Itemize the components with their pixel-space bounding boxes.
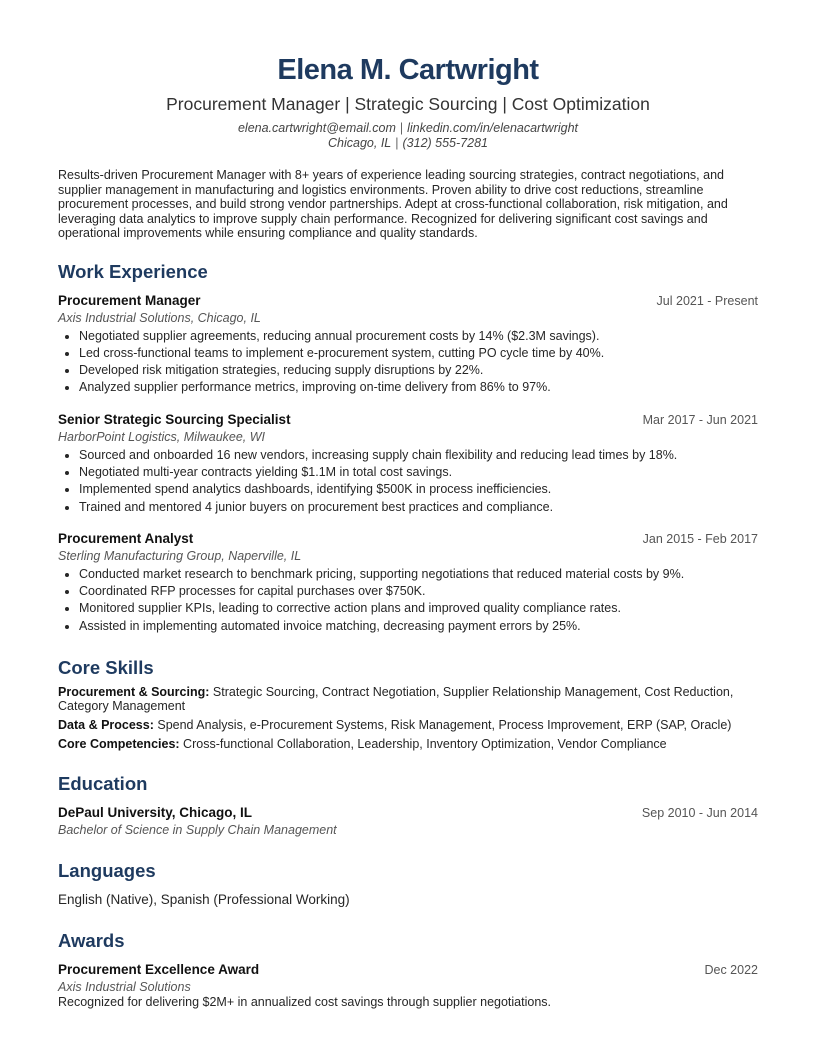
contact-separator: | — [395, 136, 399, 150]
bullet-item: • Developed risk mitigation strategies, reducing supply disruptions by 22%. — [79, 362, 758, 379]
section-title-skills: Core Skills — [58, 657, 154, 679]
job-title: Procurement Manager — [58, 292, 201, 308]
bullet-item: • Trained and mentored 4 junior buyers on procurement best practices and compliance. — [79, 499, 758, 516]
skill-group — [58, 685, 758, 713]
section-title-awards: Awards — [58, 930, 125, 952]
bullet-list — [58, 566, 758, 635]
location: Chicago, IL — [328, 136, 392, 150]
work-experience-section — [58, 261, 758, 636]
bullet-item: • Implemented spend analytics dashboards, identifying $500K in process inefficiencies. — [79, 481, 758, 498]
languages-section — [58, 860, 758, 908]
award-name: Procurement Excellence Award — [58, 962, 260, 978]
email-link[interactable]: elena.cartwright@email.com — [237, 121, 396, 135]
phone: (312) 555-7281 — [402, 136, 488, 150]
bullet-item: • Assisted in implementing automated invoice matching, decreasing payment errors by 25%. — [79, 618, 758, 635]
skill-group — [58, 718, 758, 732]
education-dates: Sep 2010 - Jun 2014 — [641, 806, 758, 821]
education-section — [58, 773, 758, 838]
skill-values: Spend Analysis, e-Procurement Systems, Risk Management, Process Improvement, ERP (SAP, Oracle) — [157, 718, 732, 733]
section-title-education: Education — [58, 773, 148, 795]
linkedin-link[interactable]: linkedin.com/in/elenacartwright — [407, 121, 579, 135]
bullet-item: • Coordinated RFP processes for capital purchases over $750K. — [79, 583, 758, 600]
skills-list — [58, 685, 758, 751]
skill-values: Cross-functional Collaboration, Leadership, Inventory Optimization, Vendor Compliance — [183, 737, 667, 752]
school-name: DePaul University, Chicago, IL — [58, 805, 253, 821]
awards-section — [58, 930, 758, 1009]
contact-separator: | — [399, 121, 404, 135]
skill-label: Procurement & Sourcing: — [58, 685, 210, 700]
skills-section — [58, 657, 758, 751]
languages-text: English (Native), Spanish (Professional Working) — [58, 892, 350, 908]
skill-group — [58, 737, 758, 751]
education-entry — [58, 804, 758, 838]
bullet-item: • Negotiated supplier agreements, reducing annual procurement costs by 14% ($2.3M savings). — [79, 328, 758, 345]
headline: Procurement Manager | Strategic Sourcing | Cost Optimization — [166, 94, 650, 114]
award-date: Dec 2022 — [704, 963, 758, 978]
bullet-item: • Analyzed supplier performance metrics, improving on-time delivery from 86% to 97%. — [79, 379, 758, 396]
work-entry — [58, 530, 758, 635]
job-dates: Jul 2021 - Present — [656, 293, 758, 308]
bullet-item: • Led cross-functional teams to implement e-procurement system, cutting PO cycle time by 40%. — [79, 345, 758, 362]
bullet-item: • Monitored supplier KPIs, leading to corrective action plans and improved quality compliance rates. — [79, 600, 758, 617]
work-entry — [58, 411, 758, 516]
entry-header — [58, 292, 758, 310]
bullet-item: • Negotiated multi-year contracts yielding $1.1M in total cost savings. — [79, 464, 758, 481]
company: HarborPoint Logistics, Milwaukee, WI — [58, 429, 266, 444]
award-description: Recognized for delivering $2M+ in annualized cost savings through supplier negotiations. — [58, 995, 552, 1010]
section-title-languages: Languages — [58, 860, 156, 882]
job-dates: Jan 2015 - Feb 2017 — [642, 531, 758, 546]
award-entry — [58, 961, 758, 1009]
company: Sterling Manufacturing Group, Naperville, IL — [58, 548, 302, 563]
section-title-work: Work Experience — [58, 260, 208, 282]
summary: Results-driven Procurement Manager with 8+ years of experience leading sourcing strategies, contract negotiations, and supplier management in manufacturing and logistics environments. Proven ability to drive cost reductions, streamline procurement processes, and build strong vendor partnerships. Adept at cross-functional collaboration, risk mitigation, and leveraging data analytics to improve supply chain performance. Recognized for delivering significant cost savings and operational improvements while ensuring compliance and quality standards. — [58, 168, 728, 240]
entry-header — [58, 961, 758, 979]
skill-values: Strategic Sourcing, Contract Negotiation, Supplier Relationship Management, Cost Reduction, Category Management — [58, 685, 734, 714]
award-org: Axis Industrial Solutions — [58, 980, 191, 995]
job-dates: Mar 2017 - Jun 2021 — [642, 412, 758, 427]
candidate-name: Elena M. Cartwright — [277, 54, 539, 86]
contact-line-1 — [58, 121, 758, 136]
degree: Bachelor of Science in Supply Chain Management — [58, 823, 337, 838]
resume-header — [58, 0, 758, 151]
job-title: Procurement Analyst — [58, 530, 194, 546]
bullet-list — [58, 328, 758, 397]
bullet-list — [58, 447, 758, 516]
entry-header — [58, 530, 758, 548]
company: Axis Industrial Solutions, Chicago, IL — [58, 310, 261, 325]
work-entry — [58, 292, 758, 397]
entry-header — [58, 804, 758, 822]
bullet-item: • Conducted market research to benchmark pricing, supporting negotiations that reduced material costs by 9%. — [79, 566, 758, 583]
skill-label: Core Competencies: — [58, 737, 180, 752]
contact-line-2 — [58, 136, 758, 151]
job-title: Senior Strategic Sourcing Specialist — [58, 411, 291, 427]
entry-header — [58, 411, 758, 429]
contact-info — [58, 121, 758, 151]
skill-label: Data & Process: — [58, 718, 154, 733]
bullet-item: • Sourced and onboarded 16 new vendors, increasing supply chain flexibility and reducing lead times by 18%. — [79, 447, 758, 464]
